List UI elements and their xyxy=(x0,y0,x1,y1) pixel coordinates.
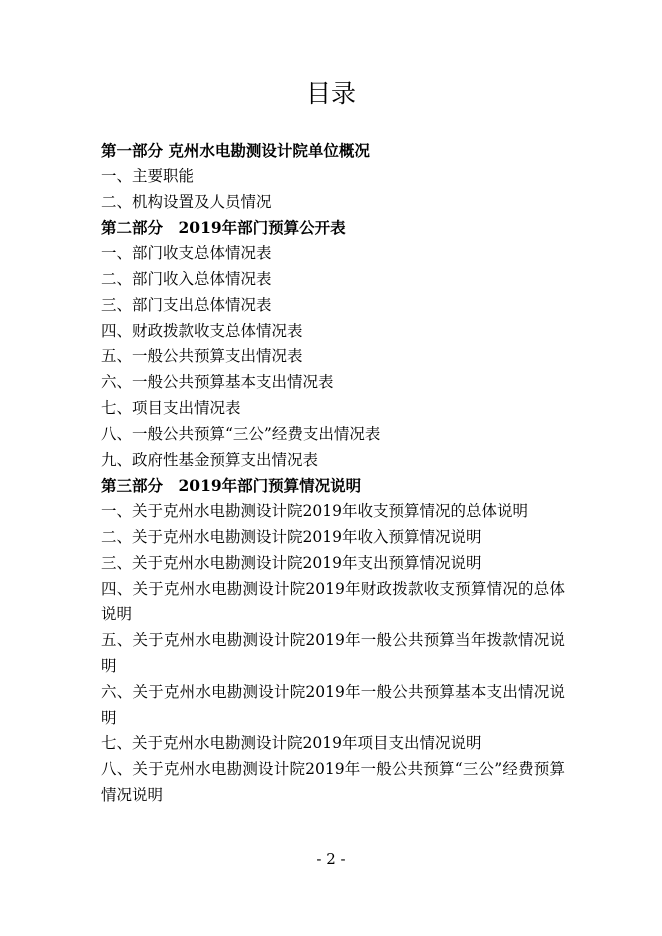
toc-item: 二、部门收入总体情况表 xyxy=(101,269,272,288)
toc-item: 三、部门支出总体情况表 xyxy=(101,295,272,314)
toc-item: 六、关于克州水电勘测设计院2019年一般公共预算基本支出情况说明 xyxy=(101,682,565,727)
toc-item: 八、关于克州水电勘测设计院2019年一般公共预算“三公”经费预算情况说明 xyxy=(101,760,565,804)
toc-part-three-heading: 第三部分 2019年部门预算情况说明 xyxy=(101,476,362,496)
toc-item: 一、关于克州水电勘测设计院2019年收支预算情况的总体说明 xyxy=(101,502,528,521)
toc-item: 六、一般公共预算基本支出情况表 xyxy=(101,373,334,392)
toc-item: 八、一般公共预算“三公”经费支出情况表 xyxy=(101,424,381,443)
toc-item: 一、主要职能 xyxy=(101,166,195,185)
toc-item: 四、关于克州水电勘测设计院2019年财政拨款收支预算情况的总体说明 xyxy=(101,579,565,624)
toc-item: 七、关于克州水电勘测设计院2019年项目支出情况说明 xyxy=(101,734,482,753)
toc-item: 二、关于克州水电勘测设计院2019年收入预算情况说明 xyxy=(101,527,482,546)
toc-item: 五、一般公共预算支出情况表 xyxy=(101,347,303,366)
toc-item: 七、项目支出情况表 xyxy=(101,398,241,417)
toc-part-one-heading: 第一部分 克州水电勘测设计院单位概况 xyxy=(101,141,370,160)
toc-item: 四、财政拨款收支总体情况表 xyxy=(101,321,303,340)
document-title: 目录 xyxy=(305,79,356,108)
table-of-contents xyxy=(101,138,565,809)
toc-item: 九、政府性基金预算支出情况表 xyxy=(101,450,319,469)
toc-item: 五、关于克州水电勘测设计院2019年一般公共预算当年拨款情况说明 xyxy=(101,631,565,675)
toc-item: 二、机构设置及人员情况 xyxy=(101,192,272,211)
toc-item: 三、关于克州水电勘测设计院2019年支出预算情况说明 xyxy=(101,553,482,572)
toc-part-two-heading: 第二部分 2019年部门预算公开表 xyxy=(101,218,346,238)
toc-item: 一、部门收支总体情况表 xyxy=(101,244,272,263)
page-number: - 2 - xyxy=(316,850,346,868)
